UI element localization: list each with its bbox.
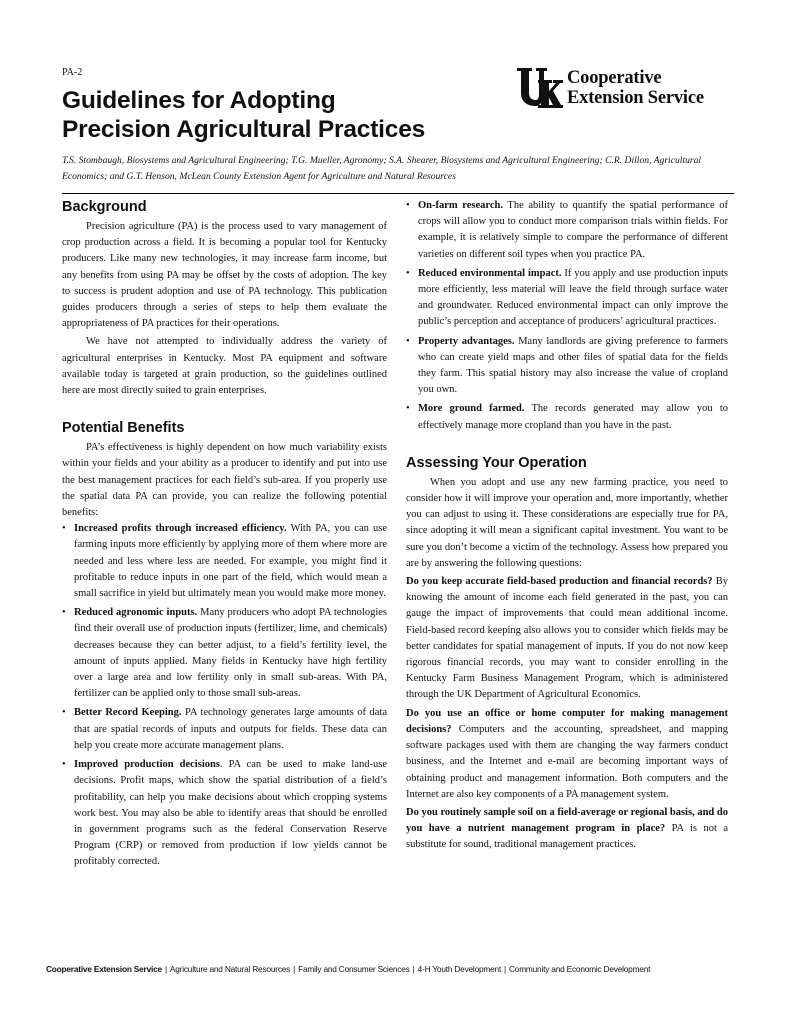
benefit-lead: Increased profits through increased efficiency. bbox=[74, 523, 287, 535]
header-divider bbox=[62, 193, 734, 194]
assessing-heading: Assessing Your Operation bbox=[406, 454, 587, 471]
footer-separator: | bbox=[293, 964, 296, 974]
benefit-lead: More ground farmed. bbox=[418, 403, 525, 415]
benefit-text: Many producers who adopt PA technologies find their overall use of production inputs (fertilizer, lime, and chemicals) decreases because they can better adjust, to a field’s fertility level, the amount of inputs applied. Many fields in Kentucky have high fertility over a large area and low fertility only in small sub-areas. With PA, fertilizer can be applied only to those small sub-areas. bbox=[74, 607, 387, 700]
logo-line-1: Cooperative bbox=[567, 68, 662, 88]
left-column bbox=[62, 198, 387, 874]
authors: T.S. Stombaugh, Biosystems and Agricultural Engineering; T.G. Mueller, Agronomy; S.A. Shearer, Biosystems and Agricultural Engineering; C.R. Dillon, Agricultural Economics; and G.T. Henson, McLean County Extension Agent for Agriculture and Natural Resources bbox=[62, 155, 702, 182]
benefit-item bbox=[62, 605, 387, 702]
benefit-item bbox=[406, 198, 728, 263]
question-3 bbox=[406, 805, 728, 854]
benefit-lead: On-farm research. bbox=[418, 200, 503, 211]
benefits-heading: Potential Benefits bbox=[62, 420, 185, 437]
benefits-list-left bbox=[62, 521, 387, 870]
benefit-lead: Reduced environmental impact. bbox=[418, 267, 562, 279]
question-lead: Do you routinely sample soil on a field-average or regional basis, and do you have a nutrient management program in place? bbox=[406, 806, 728, 835]
benefit-text: The records generated may allow you to effectively manage more cropland than you have in the past. bbox=[418, 403, 728, 431]
benefit-text: With PA, you can use farming inputs more efficiently by applying more of them where more are needed and less where less are needed. For example, you might find it profitable to reduce inputs in one part of the field, which would mean a small sacrifice in yield but ultimately mean you would make more money. bbox=[74, 523, 387, 600]
footer-org: Cooperative Extension Service bbox=[46, 964, 162, 974]
question-text: PA is not a substitute for sound, traditional management practices. bbox=[406, 823, 728, 851]
page-title bbox=[62, 86, 425, 144]
question-lead: Do you keep accurate field-based production and financial records? bbox=[406, 576, 713, 588]
benefit-item bbox=[406, 266, 728, 331]
footer-separator: | bbox=[412, 964, 415, 974]
right-column bbox=[406, 198, 728, 854]
title-line-2: Precision Agricultural Practices bbox=[62, 116, 426, 143]
logo-text bbox=[567, 68, 704, 108]
question-1 bbox=[406, 574, 728, 704]
question-lead: Do you use an office or home computer for making management decisions? bbox=[406, 707, 728, 735]
benefit-text: . PA can be used to make land-use decisions. Profit maps, which show the spatial distribution of a field’s profitability, can help you make decisions about which cropping systems work best. You may also be able to identify areas that should be enrolled in government programs such as the federal Conservation Reserve Program (CRP) or removed from production if low yields cannot be profitably corrected. bbox=[74, 759, 387, 868]
benefit-lead: Reduced agronomic inputs. bbox=[74, 607, 198, 619]
benefit-item bbox=[62, 757, 387, 870]
benefit-lead: Better Record Keeping. bbox=[74, 707, 182, 719]
footer-separator: | bbox=[504, 964, 507, 974]
benefit-text: If you apply and use production inputs more efficiently, less material will leave the field through surface water and groundwater. Reduced environmental impact can only improve the public’s perception and acceptance of producers’ agricultural practices. bbox=[418, 267, 728, 328]
background-heading: Background bbox=[62, 199, 147, 215]
benefits-list-right bbox=[406, 198, 728, 434]
benefit-text: The ability to quantify the spatial performance of crops will allow you to conduct more comparison trials within fields. For example, it is relatively simple to compare the performance of different varieties on different soil types when you practice PA. bbox=[418, 200, 729, 260]
benefit-text: PA technology generates large amounts of data that are spatial records of inputs and outputs for fields. These data can help you create more accurate management plans. bbox=[74, 707, 387, 751]
benefit-lead: Property advantages. bbox=[418, 335, 515, 347]
benefits-intro: PA’s effectiveness is highly dependent on how much variability exists within your fields and your ability as a producer to identify and put into use the best management practices for each field’s sub-area. If you properly use the spatial data PA can provide, you can realize the following potential benefits: bbox=[62, 442, 387, 519]
assessing-intro: When you adopt and use any new farming practice, you need to consider how it will improve your operation and, more importantly, whether you can adjust to using it. These considerations are especially true for PA, since adopting it will mean a significant capital investment. You want to be sure you don’t become a victim of the technology. Assess how prepared you are by answering the following questions: bbox=[406, 476, 728, 569]
question-text: Computers and the accounting, spreadsheet, and mapping software packages used with them are changing the way farmers conduct business, and the Internet and e-mail are becoming important ways of obtaining product and management information. Both computers and the Internet are also key components of a PA management system. bbox=[406, 723, 728, 800]
footer-area: 4-H Youth Development bbox=[417, 964, 502, 974]
page-footer bbox=[46, 964, 746, 974]
footer-area: Community and Economic Development bbox=[509, 964, 651, 974]
footer-area: Agriculture and Natural Resources bbox=[169, 964, 291, 974]
question-text: By knowing the amount of income each field generated in the past, you can gauge the impact of improvements that could mean additional income. Field-based record keeping also allows you to consider which fields may be better candidates for spatial management of inputs. If you do not now keep rigorous financial records, you may want to consider enrolling in the Kentucky Farm Business Management Program, which is administered through the UK Department of Agricultural Economics. bbox=[406, 576, 728, 701]
benefit-item bbox=[406, 401, 728, 433]
benefit-item bbox=[62, 521, 387, 602]
question-2 bbox=[406, 706, 728, 803]
benefit-item bbox=[62, 705, 387, 754]
footer-separator: | bbox=[164, 964, 167, 974]
uk-logo-icon bbox=[516, 66, 564, 110]
background-paragraph-2: We have not attempted to individually address the variety of agricultural enterprises in Kentucky. Most PA equipment and software available today is targeted at grain production, so the guidelines outlined here are most directly suited to grain enterprises. bbox=[62, 336, 387, 397]
document-id: PA-2 bbox=[62, 67, 83, 78]
footer-area: Family and Consumer Sciences bbox=[298, 964, 410, 974]
logo-line-2: Extension Service bbox=[567, 88, 704, 108]
benefit-item bbox=[406, 334, 728, 399]
title-line-1: Guidelines for Adopting bbox=[62, 87, 336, 114]
benefit-text: Many landlords are giving preference to farmers who can create yield maps and other files of spatial data for the fields they farm. This spatial history may also increase the value of cropland you own. bbox=[418, 335, 728, 396]
background-paragraph-1: Precision agriculture (PA) is the process used to vary management of crop production across a field. It is becoming a popular tool for Kentucky producers. Like many new technologies, it may increase farm income, but any benefits from using PA may be offset by the costs of adoption. The key to success is prudent adoption and use of PA technology. This publication guides producers through a series of steps to help them evaluate the appropriateness of PA practices for their operations. bbox=[62, 221, 387, 330]
extension-logo bbox=[516, 66, 734, 112]
benefit-lead: Improved production decisions bbox=[74, 759, 220, 771]
